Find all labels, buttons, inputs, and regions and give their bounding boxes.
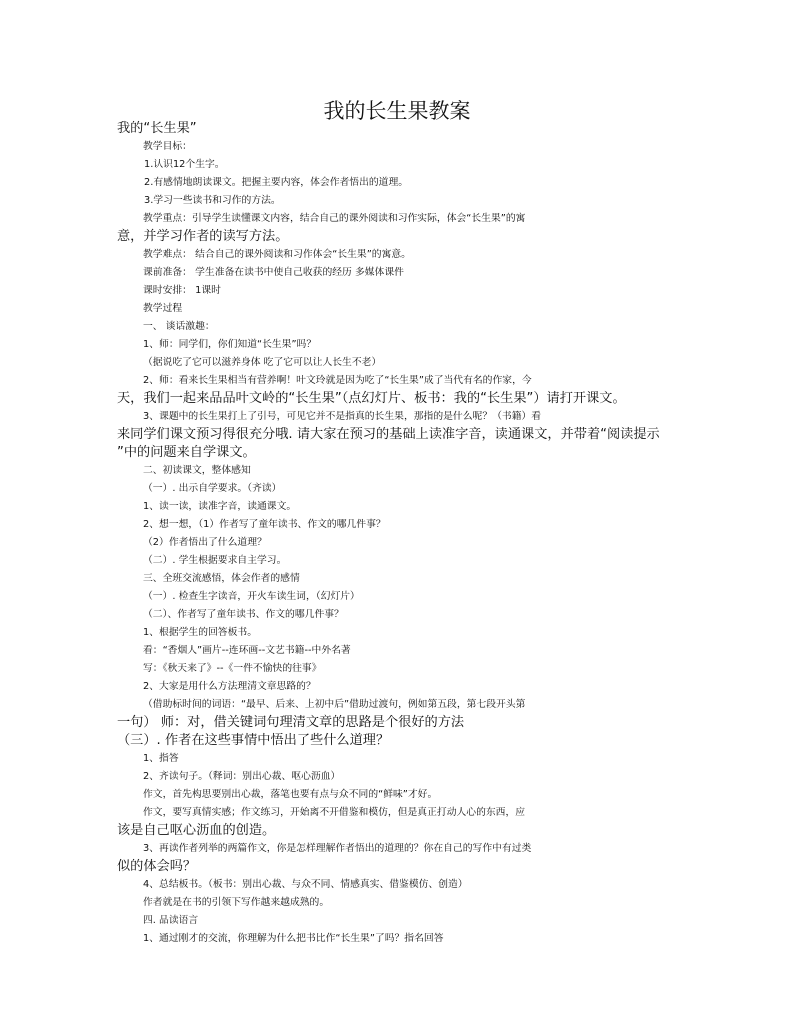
text-line: 一句） 师：对，借关键词句理清文章的思路是个很好的方法 <box>117 715 465 730</box>
text-line: 1.认识12个生字。 <box>144 159 225 170</box>
text-line: 意，并学习作者的读写方法。 <box>117 229 289 244</box>
text-line: 3、再读作者列举的两篇作文，你是怎样理解作者悟出的道理的？你在自己的写作中有过类 <box>143 843 532 854</box>
text-line: 该是自己呕心沥血的创造。 <box>117 823 276 838</box>
text-line: 作文，首先构思要别出心裁，落笔也要有点与众不同的“鲜味”才好。 <box>143 789 438 800</box>
text-line: 我的“长生果” <box>117 121 197 136</box>
text-line: （据说吃了它可以滋养身体 吃了它可以让人长生不老） <box>143 357 382 368</box>
text-line: 看：“香烟人”画片--连环画--文艺书籍--中外名著 <box>143 645 351 656</box>
text-line: （一）. 出示自学要求。（齐读） <box>143 483 282 494</box>
text-line: 1、师：同学们，你们知道“长生果”吗？ <box>143 339 317 350</box>
section-heading: 四. 品读语言 <box>143 915 199 926</box>
text-line: 教学目标： <box>143 141 192 152</box>
section-heading: 三、全班交流感悟，体会作者的感情 <box>143 573 300 584</box>
text-line: 1、通过刚才的交流，你理解为什么把书比作“长生果”了吗？指名回答 <box>143 933 444 944</box>
text-line: 教学重点：引导学生读懂课文内容，结合自己的课外阅读和习作实际，体会“长生果”的寓 <box>143 213 526 224</box>
text-line: 似的体会吗？ <box>117 859 197 874</box>
text-line: （二）. 学生根据要求自主学习。 <box>143 555 287 566</box>
section-heading: 一、 谈话激趣： <box>143 321 215 332</box>
text-line: 3、课题中的长生果打上了引号，可见它并不是指真的长生果，那指的是什么呢？（书籍）看 <box>143 411 542 422</box>
text-line: （2）作者悟出了什么道理？ <box>143 537 267 548</box>
text-line: 课前准备： 学生准备在读书中使自己收获的经历 多媒体课件 <box>143 267 404 278</box>
section-heading: 二、初读课文，整体感知 <box>143 465 251 476</box>
text-line: ”中的问题来自学课文。 <box>117 445 256 460</box>
text-line: 写：《秋天来了》--《一件不愉快的往事》 <box>143 663 322 674</box>
text-line: 1、读一读，读准字音，读通课文。 <box>143 501 297 512</box>
text-line: 教学难点： 结合自己的课外阅读和习作体会“长生果”的寓意。 <box>143 249 411 260</box>
text-line: （借助标时间的词语：“最早、后来、上初中后”借助过渡句，例如第五段，第七段开头第 <box>143 699 526 710</box>
text-line: 3.学习一些读书和习作的方法。 <box>144 195 281 206</box>
text-line: （三）. 作者在这些事情中悟出了些什么道理？ <box>117 733 390 748</box>
text-line: 天，我们一起来品品叶文岭的“长生果”（点幻灯片、板书：我的“长生果”）请打开课文。 <box>117 391 626 406</box>
text-line: 2、大家是用什么方法理清文章思路的？ <box>143 681 316 692</box>
text-line: 2.有感情地朗读课文。把握主要内容，体会作者悟出的道理。 <box>144 177 409 188</box>
text-line: （一）. 检查生字读音，开火车读生词，（幻灯片） <box>143 591 360 602</box>
text-line: 课时安排： 1课时 <box>143 285 221 296</box>
text-line: 来同学们课文预习得很充分哦. 请大家在预习的基础上读准字音，读通课文，并带着“阅读提示 <box>117 427 660 442</box>
text-line: 2、想一想，（1）作者写了童年读书、作文的哪几件事？ <box>143 519 386 530</box>
text-line: 2、齐读句子。（释词：别出心裁、呕心沥血） <box>143 771 341 782</box>
text-line: 作文，要写真情实感；作文练习，开始离不开借鉴和模仿，但是真正打动人心的东西，应 <box>143 807 526 818</box>
text-line: 1、指答 <box>143 753 179 764</box>
text-line: （二）、作者写了童年读书、作文的哪几件事？ <box>143 609 344 620</box>
text-line: 作者就是在书的引领下写作越来越成熟的。 <box>143 897 330 908</box>
text-line: 教学过程 <box>143 303 183 314</box>
text-line: 1、根据学生的回答板书。 <box>143 627 257 638</box>
page-title: 我的长生果教案 <box>323 99 471 123</box>
text-line: 4、总结板书。（板书：别出心裁、与众不同、情感真实、借鉴模仿、创造） <box>143 879 468 890</box>
text-line: 2、师：看来长生果相当有营养啊！叶文玲就是因为吃了“长生果”成了当代有名的作家，今 <box>143 375 532 386</box>
